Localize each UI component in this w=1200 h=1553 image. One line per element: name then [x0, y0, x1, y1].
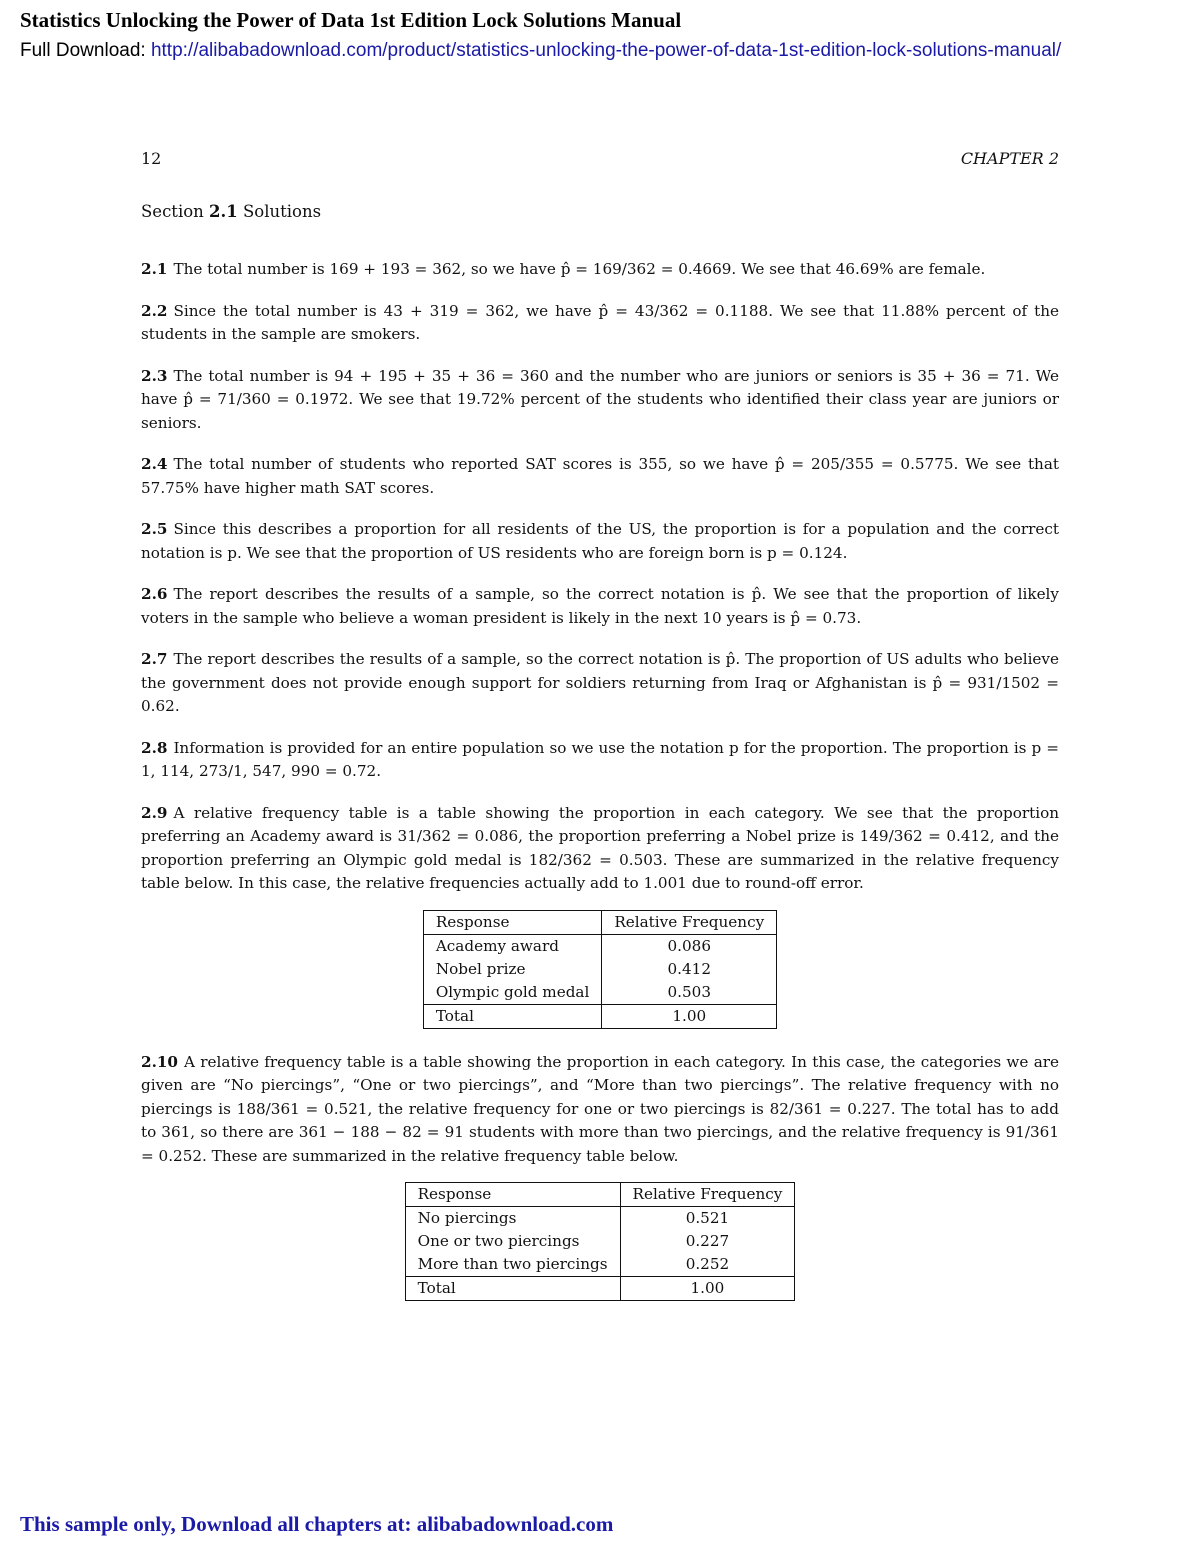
response-cell: One or two piercings: [405, 1230, 620, 1253]
total-label: Total: [405, 1277, 620, 1301]
problem-2-8: [141, 737, 1059, 784]
section-title: [141, 202, 321, 221]
problem-text: A relative frequency table is a table showing the proportion in each category. In this case, the categories we are given are “No piercings”, “One or two piercings”, and “More than two piercings”. The relative frequency with no piercings is 188/361 = 0.521, the relative frequency for one or two piercings is 82/361 = 0.227. The total has to add to 361, so there are 361 − 188 − 82 = 91 students with more than two piercings, and the relative frequency is 91/361 = 0.252. These are summarized in the relative frequency table below.: [141, 1052, 1059, 1165]
problem-text: A relative frequency table is a table showing the proportion in each category. We see that the proportion preferring an Academy award is 31/362 = 0.086, the proportion preferring a Nobel prize is 149/362 = 0.412, and the proportion preferring an Olympic gold medal is 182/362 = 0.503. These are summarized in the relative frequency table below. In this case, the relative frequencies actually add to 1.001 due to round-off error.: [141, 803, 1059, 892]
problem-number: 2.1: [141, 260, 168, 278]
frequency-cell: 0.086: [602, 934, 777, 958]
table-row: [405, 1253, 795, 1277]
total-value: 1.00: [620, 1277, 795, 1301]
problem-number: 2.9: [141, 803, 168, 822]
problem-text: Since this describes a proportion for all residents of the US, the proportion is for a population and the correct notation is p. We see that the proportion of US residents who are foreign born is p = 0.124.: [141, 520, 1059, 562]
problem-number: 2.5: [141, 520, 168, 538]
total-value: 1.00: [602, 1004, 777, 1028]
problem-2-3: [141, 365, 1059, 436]
problem-2-4: [141, 453, 1059, 500]
response-cell: No piercings: [405, 1207, 620, 1231]
table-row: [423, 981, 776, 1005]
problem-2-2: [141, 300, 1059, 347]
problem-2-10: [141, 1051, 1059, 1169]
table-row: [405, 1230, 795, 1253]
problem-number: 2.8: [141, 738, 168, 757]
relative-frequency-table-piercings: [405, 1182, 796, 1301]
frequency-cell: 0.227: [620, 1230, 795, 1253]
problem-text: The total number is 94 + 195 + 35 + 36 = 360 and the number who are juniors or seniors is 35 + 36 = 71. We have p̂ = 71/360 = 0.1972. We see that 19.72% percent of the students who identified their class year are juniors or seniors.: [141, 366, 1059, 432]
relative-frequency-table-awards: [423, 910, 777, 1029]
frequency-cell: 0.521: [620, 1207, 795, 1231]
table-row: [423, 958, 776, 981]
page-number: 12: [141, 149, 162, 168]
problem-text: Information is provided for an entire population so we use the notation p for the proportion. The proportion is p = 1, 114, 273/1, 547, 990 = 0.72.: [141, 738, 1059, 780]
download-link[interactable]: http://alibabadownload.com/product/statistics-unlocking-the-power-of-data-1st-edition-lock-solutions-manual/: [150, 40, 1062, 61]
problem-number: 2.6: [141, 585, 168, 603]
header-relative-frequency: Relative Frequency: [602, 910, 777, 934]
total-label: Total: [423, 1004, 602, 1028]
problem-2-7: [141, 648, 1059, 719]
response-cell: Academy award: [423, 934, 602, 958]
chapter-heading: CHAPTER 2: [960, 149, 1059, 168]
problem-number: 2.2: [141, 301, 168, 320]
solutions-body: [141, 258, 1059, 1323]
problem-text: The total number is 169 + 193 = 362, so we have p̂ = 169/362 = 0.4669. We see that 46.69% are female.: [173, 260, 986, 278]
table-row: [423, 934, 776, 958]
problem-2-5: [141, 518, 1059, 565]
response-cell: Nobel prize: [423, 958, 602, 981]
download-line: [20, 40, 1061, 62]
problem-2-9: [141, 802, 1059, 896]
problem-number: 2.10: [141, 1052, 178, 1071]
problem-text: Since the total number is 43 + 319 = 362, we have p̂ = 43/362 = 0.1188. We see that 11.88% percent of the students in the sample are smokers.: [141, 301, 1059, 343]
frequency-cell: 0.412: [602, 958, 777, 981]
problem-2-1: [141, 258, 1059, 282]
header-relative-frequency: Relative Frequency: [620, 1183, 795, 1207]
footer-download-note: This sample only, Download all chapters at: alibabadownload.com: [20, 1512, 614, 1536]
response-cell: More than two piercings: [405, 1253, 620, 1277]
download-label: Full Download:: [20, 40, 151, 61]
frequency-cell: 0.503: [602, 981, 777, 1005]
problem-text: The total number of students who reported SAT scores is 355, so we have p̂ = 205/355 = 0.5775. We see that 57.75% have higher math SAT scores.: [141, 455, 1059, 497]
table-header-row: [423, 910, 776, 934]
frequency-cell: 0.252: [620, 1253, 795, 1277]
problem-number: 2.7: [141, 650, 168, 668]
response-cell: Olympic gold medal: [423, 981, 602, 1005]
problem-text: The report describes the results of a sample, so the correct notation is p̂. We see that the proportion of likely voters in the sample who believe a woman president is likely in the next 10 years is p̂ = 0.73.: [141, 585, 1059, 627]
section-suffix: Solutions: [237, 202, 322, 221]
problem-text: The report describes the results of a sample, so the correct notation is p̂. The proportion of US adults who believe the government does not provide enough support for soldiers returning from Iraq or Afghanistan is p̂ = 931/1502 = 0.62.: [141, 650, 1059, 715]
section-prefix: Section: [141, 202, 210, 221]
table-total-row: [405, 1277, 795, 1301]
problem-number: 2.4: [141, 455, 168, 473]
problem-number: 2.3: [141, 366, 168, 385]
banner-title: Statistics Unlocking the Power of Data 1st Edition Lock Solutions Manual: [20, 8, 682, 32]
table-header-row: [405, 1183, 795, 1207]
section-number: 2.1: [209, 202, 238, 221]
table-total-row: [423, 1004, 776, 1028]
problem-2-6: [141, 583, 1059, 630]
header-response: Response: [405, 1183, 620, 1207]
table-row: [405, 1207, 795, 1231]
header-response: Response: [423, 910, 602, 934]
